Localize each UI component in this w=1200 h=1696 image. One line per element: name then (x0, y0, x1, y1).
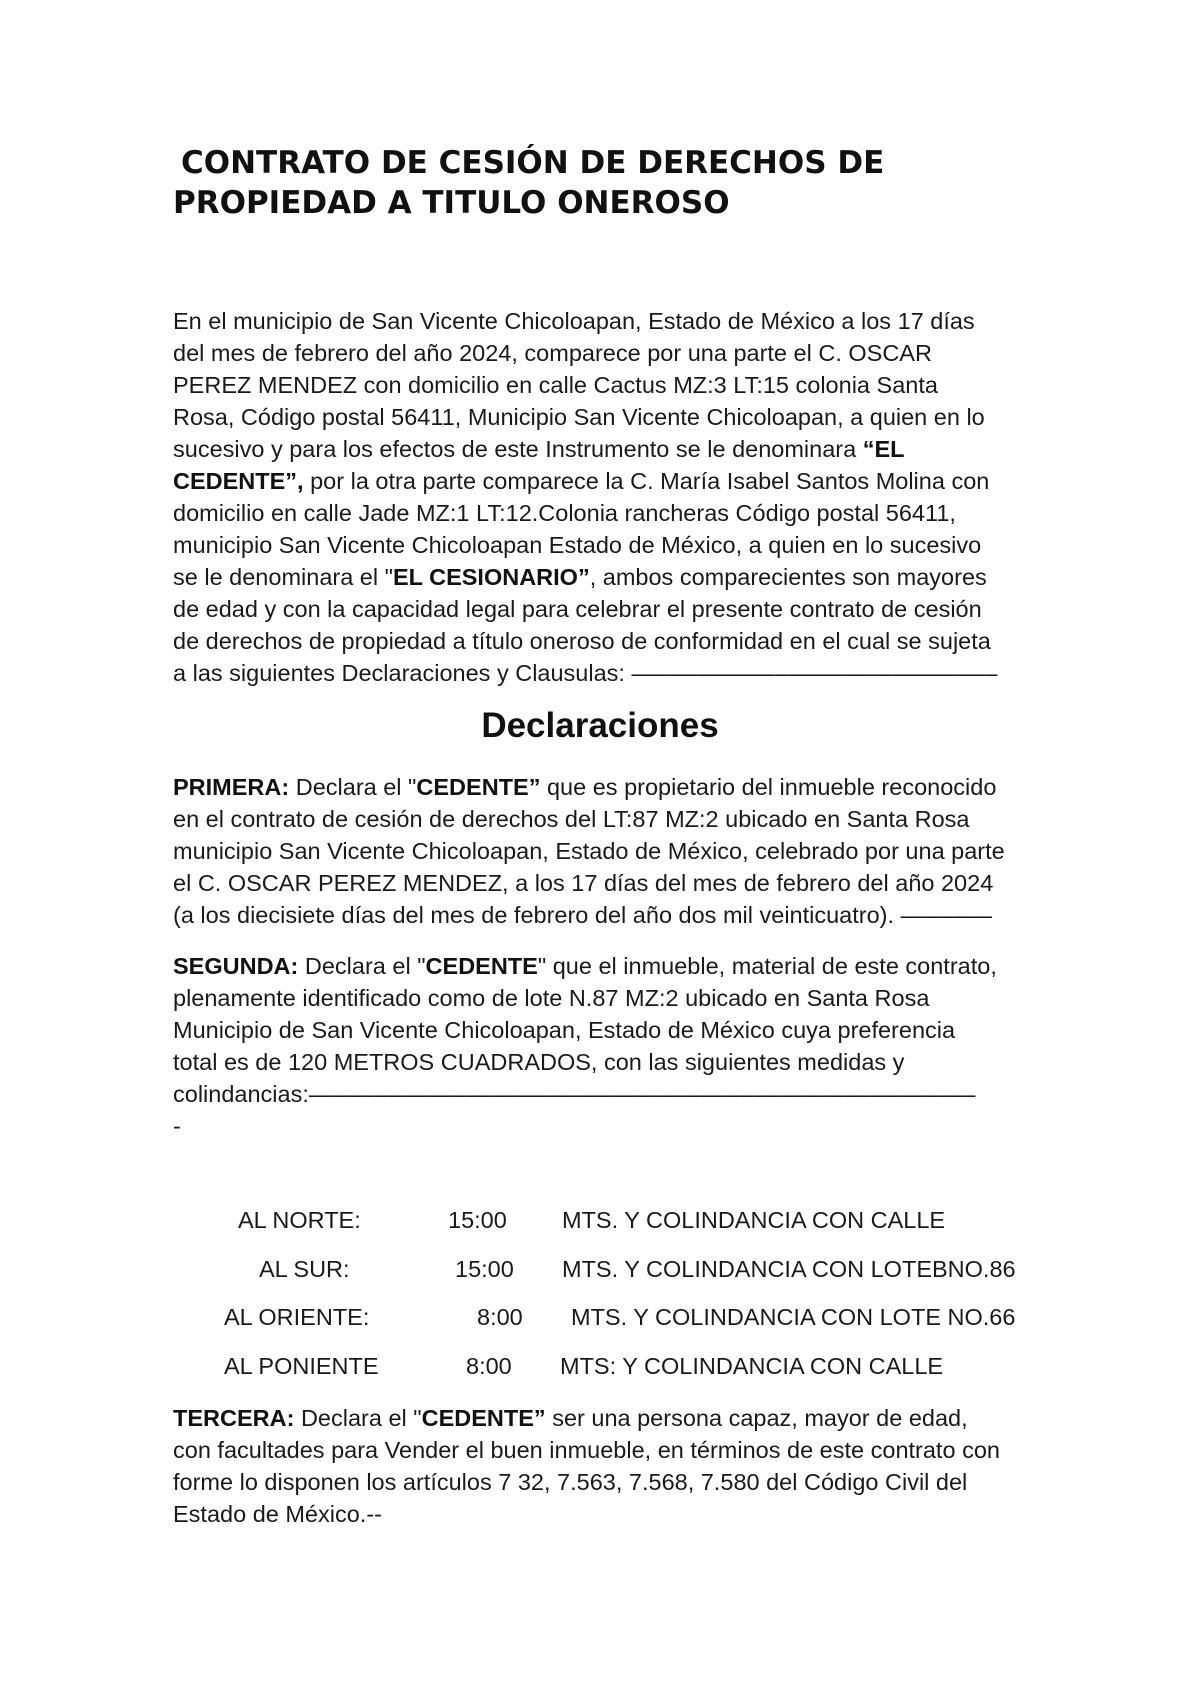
measurement-direction: AL PONIENTE (224, 1353, 379, 1379)
text-line: municipio San Vicente Chicoloapan Estado de México, a quien en lo sucesivo (173, 532, 982, 558)
clause-label: TERCERA: (173, 1405, 295, 1431)
text-run: Declara el " (298, 953, 426, 979)
clause-label: SEGUNDA: (173, 953, 299, 979)
bold-term: CEDENTE” (416, 774, 541, 800)
clause-label: PRIMERA: (173, 774, 290, 800)
bold-term: CEDENTE” (421, 1405, 546, 1431)
text-run: que es propietario del inmueble reconocido (540, 774, 997, 800)
text-line: En el municipio de San Vicente Chicoloapan, Estado de México a los 17 días (173, 308, 975, 334)
measurement-value: 15:00 (455, 1256, 514, 1282)
measurement-row-norte (0, 1207, 1200, 1239)
text-line: - (173, 1113, 181, 1139)
text-line (173, 1402, 1053, 1434)
text-line: colindancias:––––––––––––––––––––––––––––––––––––––––––––––––––– (173, 1081, 976, 1107)
clause-tercera (173, 1402, 1053, 1530)
clause-segunda (173, 950, 1053, 1142)
text-line: de edad y con la capacidad legal para celebrar el presente contrato de cesión (173, 596, 982, 622)
text-run: se le denominara el " (173, 564, 393, 590)
bold-term: CEDENTE (425, 953, 538, 979)
measurement-direction: AL ORIENTE: (224, 1304, 370, 1330)
text-run: , ambos comparecientes son mayores (589, 564, 987, 590)
clause-primera (173, 771, 1053, 931)
measurement-value: 8:00 (466, 1353, 512, 1379)
bold-term: CEDENTE”, (173, 468, 304, 494)
text-run: ser una persona capaz, mayor de edad, (545, 1405, 968, 1431)
measurement-direction: AL NORTE: (238, 1207, 361, 1233)
text-line: con facultades para Vender el buen inmueble, en términos de este contrato con (173, 1437, 1000, 1463)
measurement-description: MTS. Y COLINDANCIA CON LOTEBNO.86 (562, 1256, 1016, 1282)
text-line (173, 771, 1053, 803)
text-line: a las siguientes Declaraciones y Clausulas: –––––––––––––––––––––––––––– (173, 660, 998, 686)
text-line: domicilio en calle Jade MZ:1 LT:12.Colonia rancheras Código postal 56411, (173, 500, 956, 526)
text-line: municipio San Vicente Chicoloapan, Estado de México, celebrado por una parte (173, 838, 1005, 864)
text-line: (a los diecisiete días del mes de febrero del año dos mil veinticuatro). ––––––– (173, 902, 993, 928)
text-run: por la otra parte comparece la C. María Isabel Santos Molina con (303, 468, 990, 494)
text-line: Municipio de San Vicente Chicoloapan, Estado de México cuya preferencia (173, 1017, 956, 1043)
text-line: plenamente identificado como de lote N.87 MZ:2 ubicado en Santa Rosa (173, 985, 930, 1011)
measurement-row-poniente (0, 1353, 1200, 1385)
contract-title (173, 143, 1073, 223)
text-line: Estado de México.-- (173, 1501, 382, 1527)
bold-term: EL CESIONARIO” (392, 564, 590, 590)
text-line: de derechos de propiedad a título oneroso de conformidad en el cual se sujeta (173, 628, 991, 654)
text-line: el C. OSCAR PEREZ MENDEZ, a los 17 días del mes de febrero del año 2024 (173, 870, 994, 896)
text-line: Rosa, Código postal 56411, Municipio San Vicente Chicoloapan, a quien en lo (173, 404, 985, 430)
measurement-value: 15:00 (448, 1207, 507, 1233)
text-line: total es de 120 METROS CUADRADOS, con las siguientes medidas y (173, 1049, 905, 1075)
measurement-description: MTS. Y COLINDANCIA CON CALLE (562, 1207, 946, 1233)
text-line: en el contrato de cesión de derechos del LT:87 MZ:2 ubicado en Santa Rosa (173, 806, 970, 832)
text-run: sucesivo y para los efectos de este Instrumento se le denominara (173, 436, 863, 462)
section-heading: Declaraciones (481, 706, 719, 745)
measurement-description: MTS: Y COLINDANCIA CON CALLE (560, 1353, 944, 1379)
measurement-direction: AL SUR: (259, 1256, 350, 1282)
text-line (173, 561, 1053, 593)
text-line: del mes de febrero del año 2024, comparece por una parte el C. OSCAR (173, 340, 932, 366)
measurement-value: 8:00 (477, 1304, 523, 1330)
measurement-description: MTS. Y COLINDANCIA CON LOTE NO.66 (571, 1304, 1016, 1330)
text-run: Declara el " (294, 1405, 422, 1431)
intro-paragraph (173, 305, 1053, 689)
bold-term: “EL (862, 436, 905, 462)
text-run: " que el inmueble, material de este contrato, (537, 953, 997, 979)
title-line-2: PROPIEDAD A TITULO ONEROSO (173, 185, 730, 221)
text-line (173, 465, 1053, 497)
measurement-row-sur (0, 1256, 1200, 1288)
text-line: forme lo disponen los artículos 7 32, 7.563, 7.568, 7.580 del Código Civil del (173, 1469, 968, 1495)
text-line: PEREZ MENDEZ con domicilio en calle Cactus MZ:3 LT:15 colonia Santa (173, 372, 938, 398)
text-run: Declara el " (289, 774, 417, 800)
text-line (173, 950, 1053, 982)
text-line (173, 433, 1053, 465)
measurement-row-oriente (0, 1304, 1200, 1336)
title-line-1: CONTRATO DE CESIÓN DE DERECHOS DE (181, 145, 885, 181)
